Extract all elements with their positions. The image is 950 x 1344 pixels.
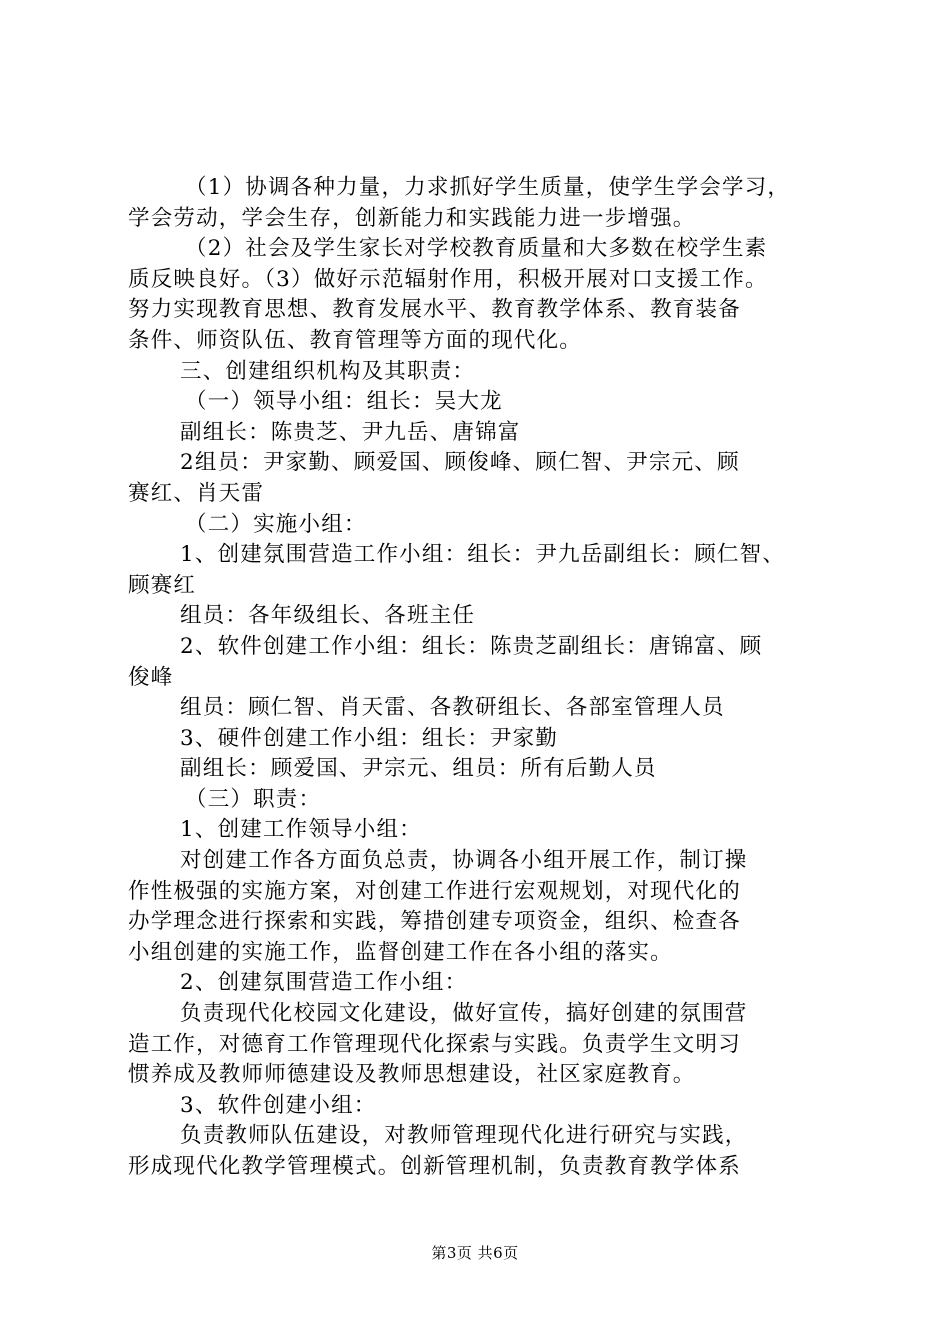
text-line: 对创建工作各方面负总责，协调各小组开展工作，制订操 [180,848,748,874]
text-line: 1、创建工作领导小组： [180,817,422,843]
text-line: 2、创建氛围营造工作小组： [180,970,468,996]
text-line: 赛红、肖天雷 [128,480,265,506]
text-line: 2、软件创建工作小组：组长：陈贵芝副组长：唐锦富、顾 [180,633,763,659]
text-line: 2组员：尹家勤、顾爱国、顾俊峰、顾仁智、尹宗元、顾 [180,450,740,476]
text-line: （三）职责： [185,786,322,812]
text-line: 组员：各年级组长、各班主任 [180,603,476,629]
text-line: 负责现代化校园文化建设，做好宣传，搞好创建的氛围营 [180,1001,748,1027]
text-line: 形成现代化教学管理模式。创新管理机制，负责教育教学体系 [128,1154,741,1179]
text-line: （一）领导小组：组长：吴大龙 [185,389,503,415]
page-footer: 第3页 共6页 [431,1244,519,1262]
text-line: 学会劳动，学会生存，创新能力和实践能力进一步增强。 [128,205,696,231]
text-line: 小组创建的实施工作，监督创建工作在各小组的落实。 [128,939,673,965]
text-line: 1、创建氛围营造工作小组：组长：尹九岳副组长：顾仁智、 [180,542,786,568]
text-line: （二）实施小组： [185,511,367,537]
text-line: 俊峰 [128,664,174,690]
text-line: 顾赛红 [128,572,197,598]
text-line: 作性极强的实施方案，对创建工作进行宏观规划，对现代化的 [128,878,741,904]
text-line: 副组长：陈贵芝、尹九岳、唐锦富 [180,419,521,445]
text-line: 惯养成及教师师德建设及教师思想建设，社区家庭教育。 [128,1062,696,1088]
text-line: 副组长：顾爱国、尹宗元、组员：所有后勤人员 [180,756,657,782]
text-line: 三、创建组织机构及其职责： [180,358,476,384]
text-line: （2）社会及学生家长对学校教育质量和大多数在校学生素 [185,236,768,262]
text-line: 3、软件创建小组： [180,1092,377,1118]
text-line: 质反映良好。（3）做好示范辐射作用，积极开展对口支援工作。 [128,266,768,292]
document-body [128,173,828,1183]
text-line: 组员：顾仁智、肖天雷、各教研组长、各部室管理人员 [180,695,725,721]
text-line: 办学理念进行探索和实践，筹措创建专项资金，组织、检查各 [128,909,741,935]
text-line: 造工作，对德育工作管理现代化探索与实践。负责学生文明习 [128,1031,741,1057]
text-line: 努力实现教育思想、教育发展水平、教育教学体系、教育装备 [128,297,741,323]
text-line: 条件、师资队伍、教育管理等方面的现代化。 [128,327,583,353]
text-line: 负责教师队伍建设，对教师管理现代化进行研究与实践， [180,1123,748,1149]
text-line: 3、硬件创建工作小组：组长：尹家勤 [180,725,559,751]
text-line: （1）协调各种力量，力求抓好学生质量，使学生学会学习， [185,175,791,200]
